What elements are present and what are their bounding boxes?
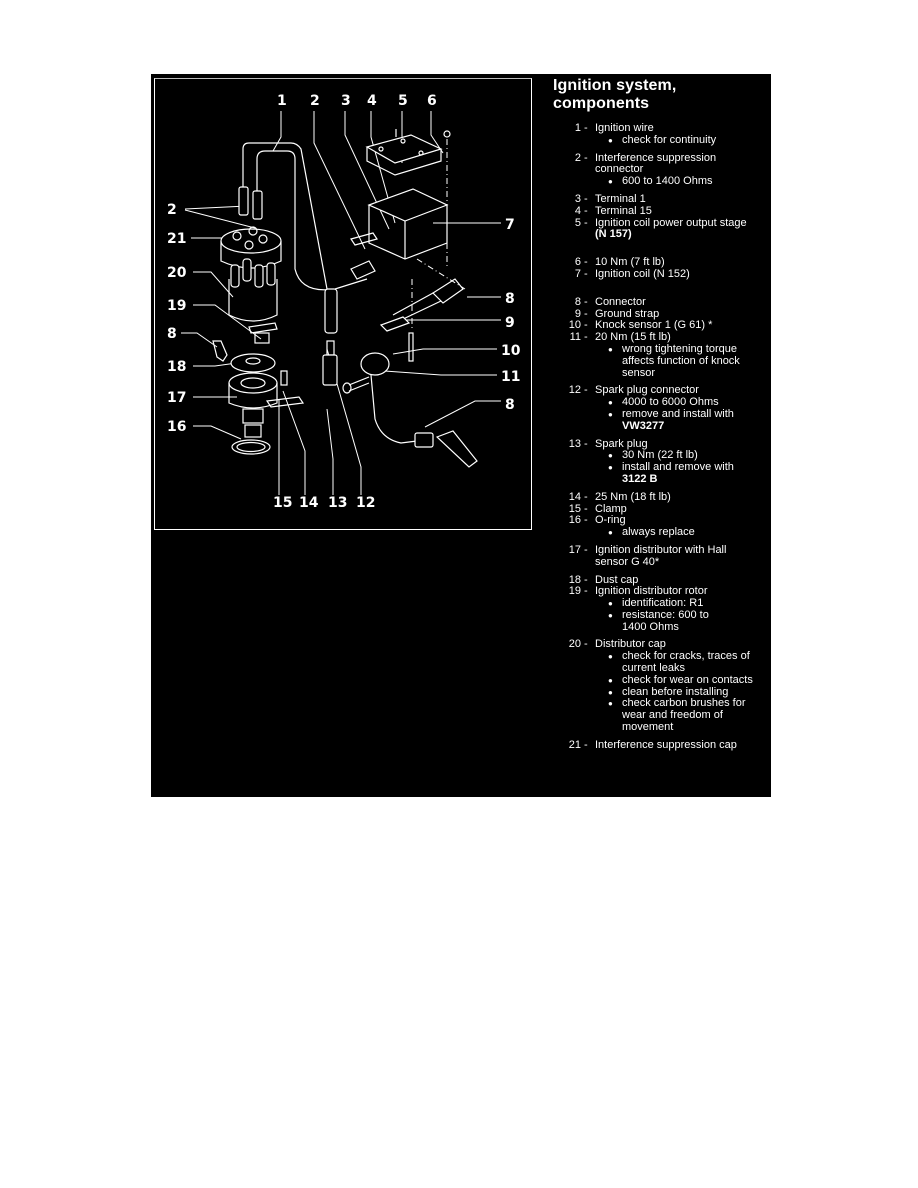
item-label: 20 Nm (15 ft lb) <box>595 331 671 344</box>
item-bullet: ● clean before installing <box>608 687 771 699</box>
item-separator: - <box>584 638 588 651</box>
legend-item-8 <box>553 297 771 309</box>
item-separator: - <box>584 502 588 515</box>
item-number: 1 <box>574 122 581 134</box>
item-number: 15 <box>568 502 581 515</box>
callout-8-left: 8 <box>167 326 177 342</box>
item-separator: - <box>584 585 588 598</box>
item-label: Terminal 1 <box>595 192 646 205</box>
legend-item-16 <box>553 515 771 539</box>
item-label: Clamp <box>595 502 627 515</box>
item-separator: - <box>584 331 588 344</box>
components-legend <box>553 74 771 752</box>
item-number: 7 <box>574 267 581 280</box>
callout-9: 9 <box>505 315 515 331</box>
item-label: Dust cap <box>595 573 639 586</box>
item-label: Connector <box>595 295 646 308</box>
callout-12: 12 <box>356 495 376 511</box>
callout-1: 1 <box>277 93 287 109</box>
item-label: Ignition distributor rotor <box>595 585 708 598</box>
item-separator: - <box>584 204 588 217</box>
legend-item-17 <box>553 545 771 569</box>
bullet-text: remove and install with <box>622 407 734 420</box>
item-bullet: ● 30 Nm (22 ft lb) <box>608 450 771 462</box>
item-separator: - <box>584 267 588 280</box>
item-number: 9 <box>574 307 581 320</box>
item-number: 18 <box>568 573 581 586</box>
callout-21: 21 <box>167 231 187 247</box>
item-separator: - <box>584 295 588 308</box>
legend-item-1 <box>553 123 771 147</box>
exploded-diagram <box>154 78 532 530</box>
item-separator: - <box>584 319 588 332</box>
item-bullet: ● always replace <box>608 527 771 539</box>
callout-18: 18 <box>167 359 187 375</box>
item-number: 21 <box>568 738 581 751</box>
item-bullet: ● check for cracks, traces of current leaks <box>608 651 772 675</box>
legend-item-19 <box>553 586 771 633</box>
callout-11: 11 <box>501 369 521 385</box>
item-separator: - <box>584 384 588 397</box>
legend-item-7 <box>553 269 771 281</box>
item-number: 12 <box>568 384 581 397</box>
legend-item-11 <box>553 332 771 379</box>
title-line-2: components <box>553 95 650 112</box>
item-number: 14 <box>568 490 581 503</box>
item-label: Ground strap <box>595 307 660 320</box>
item-separator: - <box>584 192 588 205</box>
callout-2: 2 <box>310 93 320 109</box>
item-label: Interference suppression connector <box>595 151 717 176</box>
item-label: Interference suppression cap <box>595 738 737 751</box>
item-number: 4 <box>574 204 581 217</box>
item-separator: - <box>584 543 588 556</box>
item-label: 10 Nm (7 ft lb) <box>595 256 665 269</box>
callout-10: 10 <box>501 343 521 359</box>
item-number: 6 <box>574 256 581 269</box>
item-number: 3 <box>574 192 581 205</box>
item-label: Spark plug connector <box>595 384 699 397</box>
item-separator: - <box>584 151 588 164</box>
legend-item-20 <box>553 639 771 733</box>
item-label: 25 Nm (18 ft lb) <box>595 490 671 503</box>
item-separator: - <box>584 216 588 229</box>
legend-item-14 <box>553 492 771 504</box>
item-number: 13 <box>568 437 581 450</box>
item-number: 20 <box>568 638 581 651</box>
legend-item-5 <box>553 218 771 242</box>
callout-16: 16 <box>167 419 187 435</box>
item-label-text: Ignition coil power output stage <box>595 216 747 229</box>
item-separator: - <box>584 490 588 503</box>
item-label: Ignition wire <box>595 122 654 134</box>
callout-8-upper: 8 <box>505 291 515 307</box>
callout-20: 20 <box>167 265 187 281</box>
item-bullet: ● 600 to 1400 Ohms <box>608 176 771 188</box>
item-bullet: ● 4000 to 6000 Ohms <box>608 397 771 409</box>
item-label: Terminal 15 <box>595 204 652 217</box>
callout-7: 7 <box>505 217 515 233</box>
item-bullet <box>608 409 771 433</box>
item-label: Knock sensor 1 (G 61) * <box>595 319 713 332</box>
callout-6: 6 <box>427 93 437 109</box>
item-number: 16 <box>568 514 581 527</box>
item-bullet <box>608 462 771 486</box>
item-label: Spark plug <box>595 437 648 450</box>
tool-code: 3122 B <box>622 472 658 485</box>
ignition-components-illustration <box>155 79 533 531</box>
legend-item-12 <box>553 385 771 432</box>
item-label <box>595 218 771 242</box>
part-code: (N 157) <box>595 228 632 241</box>
item-label: Ignition distributor with Hall sensor G 40* <box>595 543 727 568</box>
callout-15: 15 <box>273 495 293 511</box>
item-number: 5 <box>574 216 581 229</box>
item-separator: - <box>584 122 588 134</box>
legend-item-3 <box>553 194 771 206</box>
item-number: 17 <box>568 543 581 556</box>
item-label: Distributor cap <box>595 638 666 651</box>
callout-3: 3 <box>341 93 351 109</box>
item-bullet: ● check for wear on contacts <box>608 675 771 687</box>
bullet-text: install and remove with <box>622 461 734 474</box>
title-line-1: Ignition system, <box>553 77 677 94</box>
item-separator: - <box>584 738 588 751</box>
item-bullet: ● check carbon brushes for wear and freedom of movement <box>608 698 762 733</box>
callout-5: 5 <box>398 93 408 109</box>
item-number: 19 <box>568 585 581 598</box>
page-title <box>553 77 771 113</box>
legend-item-13 <box>553 439 771 486</box>
item-number: 11 <box>569 331 581 344</box>
item-number: 10 <box>568 319 581 332</box>
item-label: Ignition coil (N 152) <box>595 267 690 280</box>
item-bullet: ● check for continuity <box>608 135 771 147</box>
item-label: O-ring <box>595 514 626 527</box>
tool-code: VW3277 <box>622 419 665 432</box>
item-separator: - <box>584 437 588 450</box>
item-bullet: ● identification: R1 <box>608 598 771 610</box>
item-bullet: ● wrong tightening torque affects function of knock sensor <box>608 344 752 379</box>
callout-14: 14 <box>299 495 319 511</box>
item-bullet: ● resistance: 600 to 1400 Ohms <box>608 610 722 634</box>
item-separator: - <box>584 573 588 586</box>
callout-4: 4 <box>367 93 377 109</box>
item-separator: - <box>584 307 588 320</box>
legend-item-21 <box>553 740 771 752</box>
item-number: 8 <box>574 295 581 308</box>
callout-17: 17 <box>167 390 187 406</box>
callout-2-left: 2 <box>167 202 177 218</box>
callout-13: 13 <box>328 495 348 511</box>
item-separator: - <box>584 256 588 269</box>
item-separator: - <box>584 514 588 527</box>
item-number: 2 <box>574 151 581 164</box>
document-page-panel <box>151 74 771 797</box>
callout-19: 19 <box>167 298 187 314</box>
legend-item-2 <box>553 153 771 188</box>
callout-8-lower: 8 <box>505 397 515 413</box>
